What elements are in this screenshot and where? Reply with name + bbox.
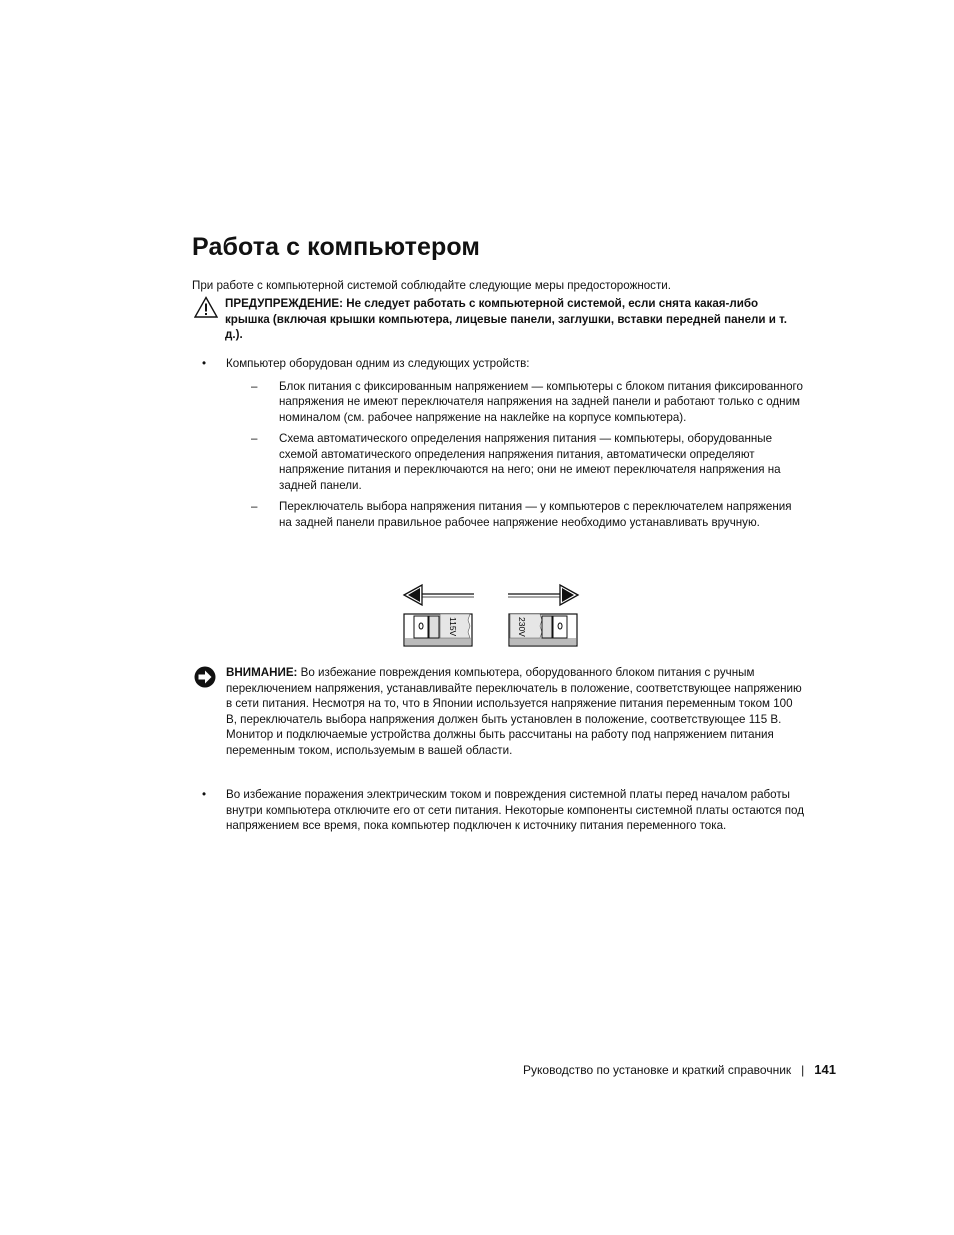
page-number: 141 (814, 1062, 836, 1077)
footer-separator: | (801, 1063, 805, 1077)
label-230v: 230V (517, 617, 527, 637)
arrow-left-icon (404, 585, 474, 605)
list-item (226, 379, 805, 426)
bullet-list-safety (200, 787, 805, 834)
page-title: Работа с компьютером (192, 233, 480, 261)
notice-arrow-icon (194, 666, 216, 693)
notice-text (226, 665, 804, 758)
bullet-marker: • (202, 788, 207, 801)
voltage-switch-illustration (402, 580, 582, 650)
bullet-text: Компьютер оборудован одним из следующих устройств: (226, 357, 530, 370)
dash-item-text: Схема автоматического определения напряжения питания — компьютеры, оборудованные схемой автоматического определения напряжения питания, автоматически определяют напряжение питания и переключаются на него; они не имеют переключателя напряжения на задней панели. (279, 432, 781, 492)
dash-list (226, 379, 805, 531)
dash-item-text: Блок питания с фиксированным напряжением — компьютеры с блоком питания фиксированного напряжения не имеют переключателя напряжения на задней панели и работают только с одним номиналом (см. рабочее напряжение на наклейке на корпусе компьютера). (279, 379, 803, 424)
warning-triangle-icon (194, 296, 218, 323)
warning-block (192, 296, 802, 343)
dash-marker: – (251, 432, 258, 445)
intro-text: При работе с компьютерной системой соблюдайте следующие меры предосторожности. (192, 279, 671, 292)
switch-115v (404, 614, 472, 646)
notice-label: ВНИМАНИЕ: (226, 666, 298, 679)
notice-block (192, 665, 804, 758)
list-item (200, 787, 805, 834)
notice-body: Во избежание повреждения компьютера, оборудованного блоком питания с ручным переключением напряжения, устанавливайте переключатель в положение, соответствующее напряжению в сети питания. Несмотря на то, что в Японии используется напряжение питания переменным током 100 В, переключатель выбора напряжения должен быть установлен в положение, соответствующее 115 В. Монитор и подключаемые устройства должны быть рассчитаны на работу под напряжением питания переменным током, используемым в вашей области. (226, 666, 802, 757)
label-115v: 115V (448, 617, 458, 637)
bullet-marker: • (202, 357, 207, 370)
dash-marker: – (251, 379, 258, 393)
voltage-switch-diagram (402, 580, 582, 650)
bullet-text: Во избежание поражения электрическим током и повреждения системной платы перед началом работы внутри компьютера отключите его от сети питания. Некоторые компоненты системной платы остаются под напряжением все время, пока компьютер подключен к источнику питания переменного тока. (226, 788, 804, 832)
footer-title: Руководство по установке и краткий справочник (523, 1063, 792, 1077)
list-item (226, 499, 805, 530)
warning-text: ПРЕДУПРЕЖДЕНИЕ: Не следует работать с компьютерной системой, если снята какая-либо крышка (включая крышки компьютера, лицевые панели, заглушки, вставки передней панели и т. д.). (225, 297, 788, 342)
dash-item-text: Переключатель выбора напряжения питания — у компьютеров с переключателем напряжения на задней панели правильное рабочее напряжение необходимо устанавливать вручную. (279, 500, 792, 529)
dash-marker: – (251, 500, 258, 513)
list-item (226, 431, 805, 493)
page-footer (523, 1062, 836, 1077)
arrow-right-icon (508, 585, 578, 605)
list-item (200, 356, 805, 530)
bullet-list-devices (200, 356, 805, 536)
